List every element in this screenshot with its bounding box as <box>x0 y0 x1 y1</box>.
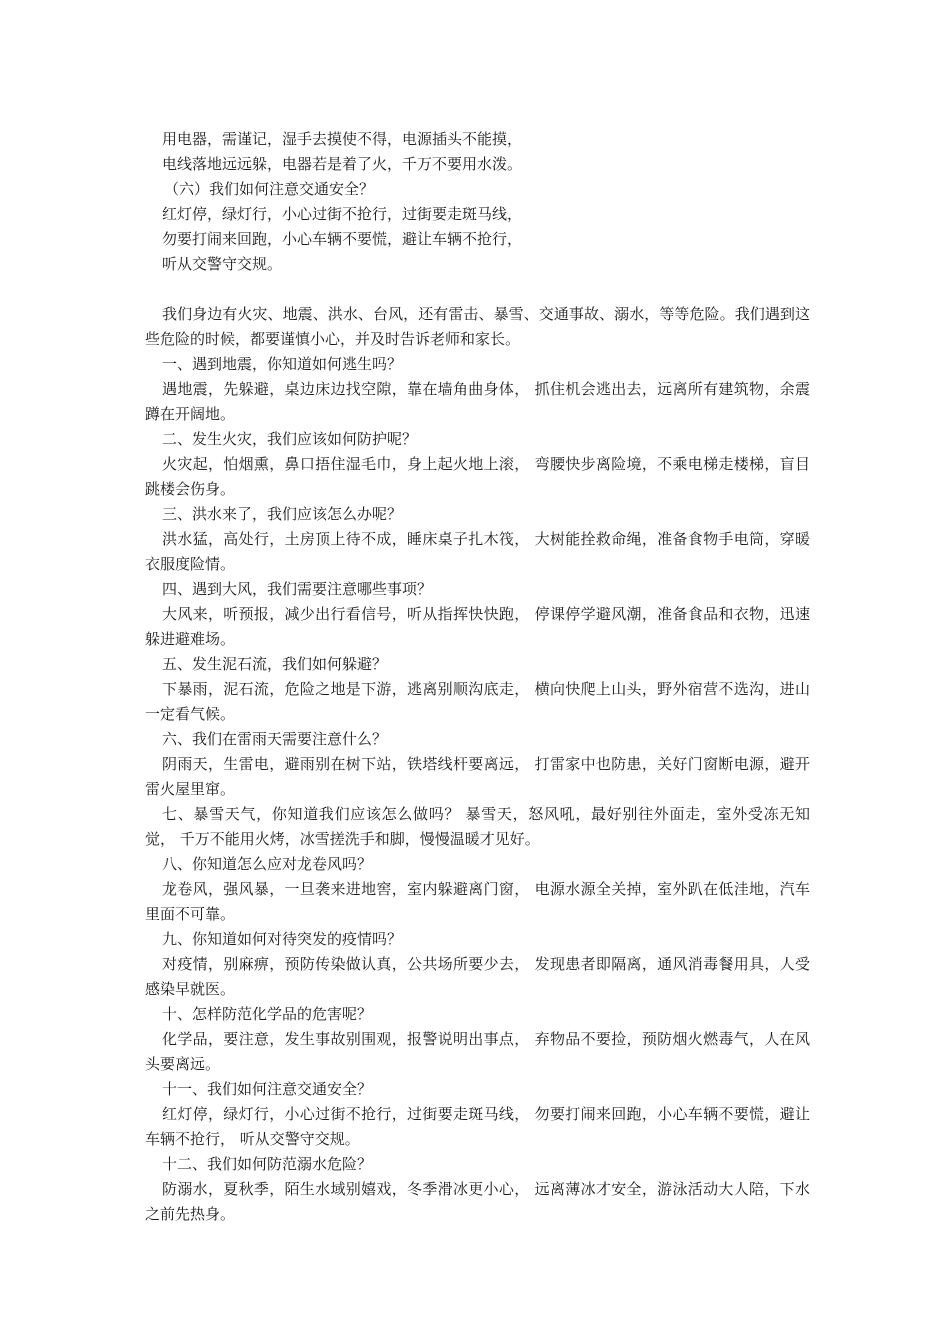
text-line: 勿要打闹来回跑，小心车辆不要慌，避让车辆不抢行， <box>162 230 523 248</box>
question-heading: 十二、我们如何防范溺水危险？ <box>162 1155 373 1173</box>
question-heading: 十、怎样防范化学品的危害呢？ <box>162 1005 373 1023</box>
question-heading: 二、发生火灾，我们应该如何防护呢？ <box>162 430 418 448</box>
text-line: 电线落地远远躲，电器若是着了火，千万不要用水泼。 <box>162 155 523 173</box>
top-section <box>145 127 810 277</box>
qa-list <box>145 352 810 1227</box>
section-heading: （六）我们如何注意交通安全？ <box>164 180 375 198</box>
answer-paragraph: 下暴雨，泥石流，危险之地是下游，逃离别顺沟底走， 横向快爬上山头，野外宿营不选沟，进山一定看气候。 <box>145 680 810 723</box>
answer-paragraph: 对疫情，别麻痹，预防传染做认真，公共场所要少去， 发现患者即隔离，通风消毒餐用具，人受感染早就医。 <box>145 955 810 998</box>
question-with-answer-paragraph: 七、暴雪天气，你知道我们应该怎么做吗？ 暴雪天，怒风吼，最好别往外面走，室外受冻无知觉， 千万不能用火烤，冰雪搓洗手和脚，慢慢温暖才见好。 <box>145 805 810 848</box>
answer-paragraph: 红灯停，绿灯行，小心过街不抢行，过街要走斑马线， 勿要打闹来回跑，小心车辆不要慌，避让车辆不抢行， 听从交警守交规。 <box>145 1105 810 1148</box>
question-heading: 九、你知道如何对待突发的疫情吗？ <box>162 930 403 948</box>
question-heading: 八、你知道怎么应对龙卷风吗？ <box>162 855 373 873</box>
text-line: 听从交警守交规。 <box>162 255 283 273</box>
intro-paragraph: 我们身边有火灾、地震、洪水、台风，还有雷击、暴雪、交通事故、溺水，等等危险。我们遇到这些危险的时候，都要谨慎小心，并及时告诉老师和家长。 <box>145 305 810 348</box>
question-heading: 四、遇到大风，我们需要注意哪些事项？ <box>162 580 433 598</box>
answer-paragraph: 大风来，听预报，减少出行看信号，听从指挥快快跑， 停课停学避风潮，准备食品和衣物，迅速躲进避难场。 <box>145 605 810 648</box>
answer-paragraph: 火灾起，怕烟熏，鼻口捂住湿毛巾，身上起火地上滚， 弯腰快步离险境，不乘电梯走楼梯，盲目跳楼会伤身。 <box>145 455 810 498</box>
document-page <box>145 127 810 1227</box>
question-heading: 十一、我们如何注意交通安全？ <box>162 1080 373 1098</box>
answer-paragraph: 龙卷风，强风暴，一旦袭来进地窖，室内躲避离门窗， 电源水源全关掉，室外趴在低洼地，汽车里面不可靠。 <box>145 880 810 923</box>
text-line: 红灯停，绿灯行，小心过街不抢行，过街要走斑马线， <box>162 205 523 223</box>
answer-paragraph: 化学品，要注意，发生事故别围观，报警说明出事点， 弃物品不要捡，预防烟火燃毒气，人在风头要离远。 <box>145 1030 810 1073</box>
answer-paragraph: 阴雨天，生雷电，避雨别在树下站，铁塔线杆要离远， 打雷家中也防患，关好门窗断电源，避开雷火屋里窜。 <box>145 755 810 798</box>
question-heading: 三、洪水来了，我们应该怎么办呢？ <box>162 505 403 523</box>
text-line: 用电器，需谨记，湿手去摸使不得，电源插头不能摸， <box>162 130 523 148</box>
question-heading: 六、我们在雷雨天需要注意什么？ <box>162 730 388 748</box>
answer-paragraph: 洪水猛，高处行，土房顶上待不成，睡床桌子扎木筏， 大树能拴救命绳，准备食物手电筒，穿暖衣服度险情。 <box>145 530 810 573</box>
answer-paragraph: 遇地震，先躲避，桌边床边找空隙，靠在墙角曲身体， 抓住机会逃出去，远离所有建筑物，余震蹲在开阔地。 <box>145 380 810 423</box>
answer-paragraph: 防溺水，夏秋季，陌生水域别嬉戏，冬季滑冰更小心， 远离薄冰才安全，游泳活动大人陪，下水之前先热身。 <box>145 1180 810 1223</box>
question-heading: 五、发生泥石流，我们如何躲避？ <box>162 655 388 673</box>
spacer <box>145 277 810 302</box>
question-heading: 一、遇到地震，你知道如何逃生吗？ <box>162 355 403 373</box>
